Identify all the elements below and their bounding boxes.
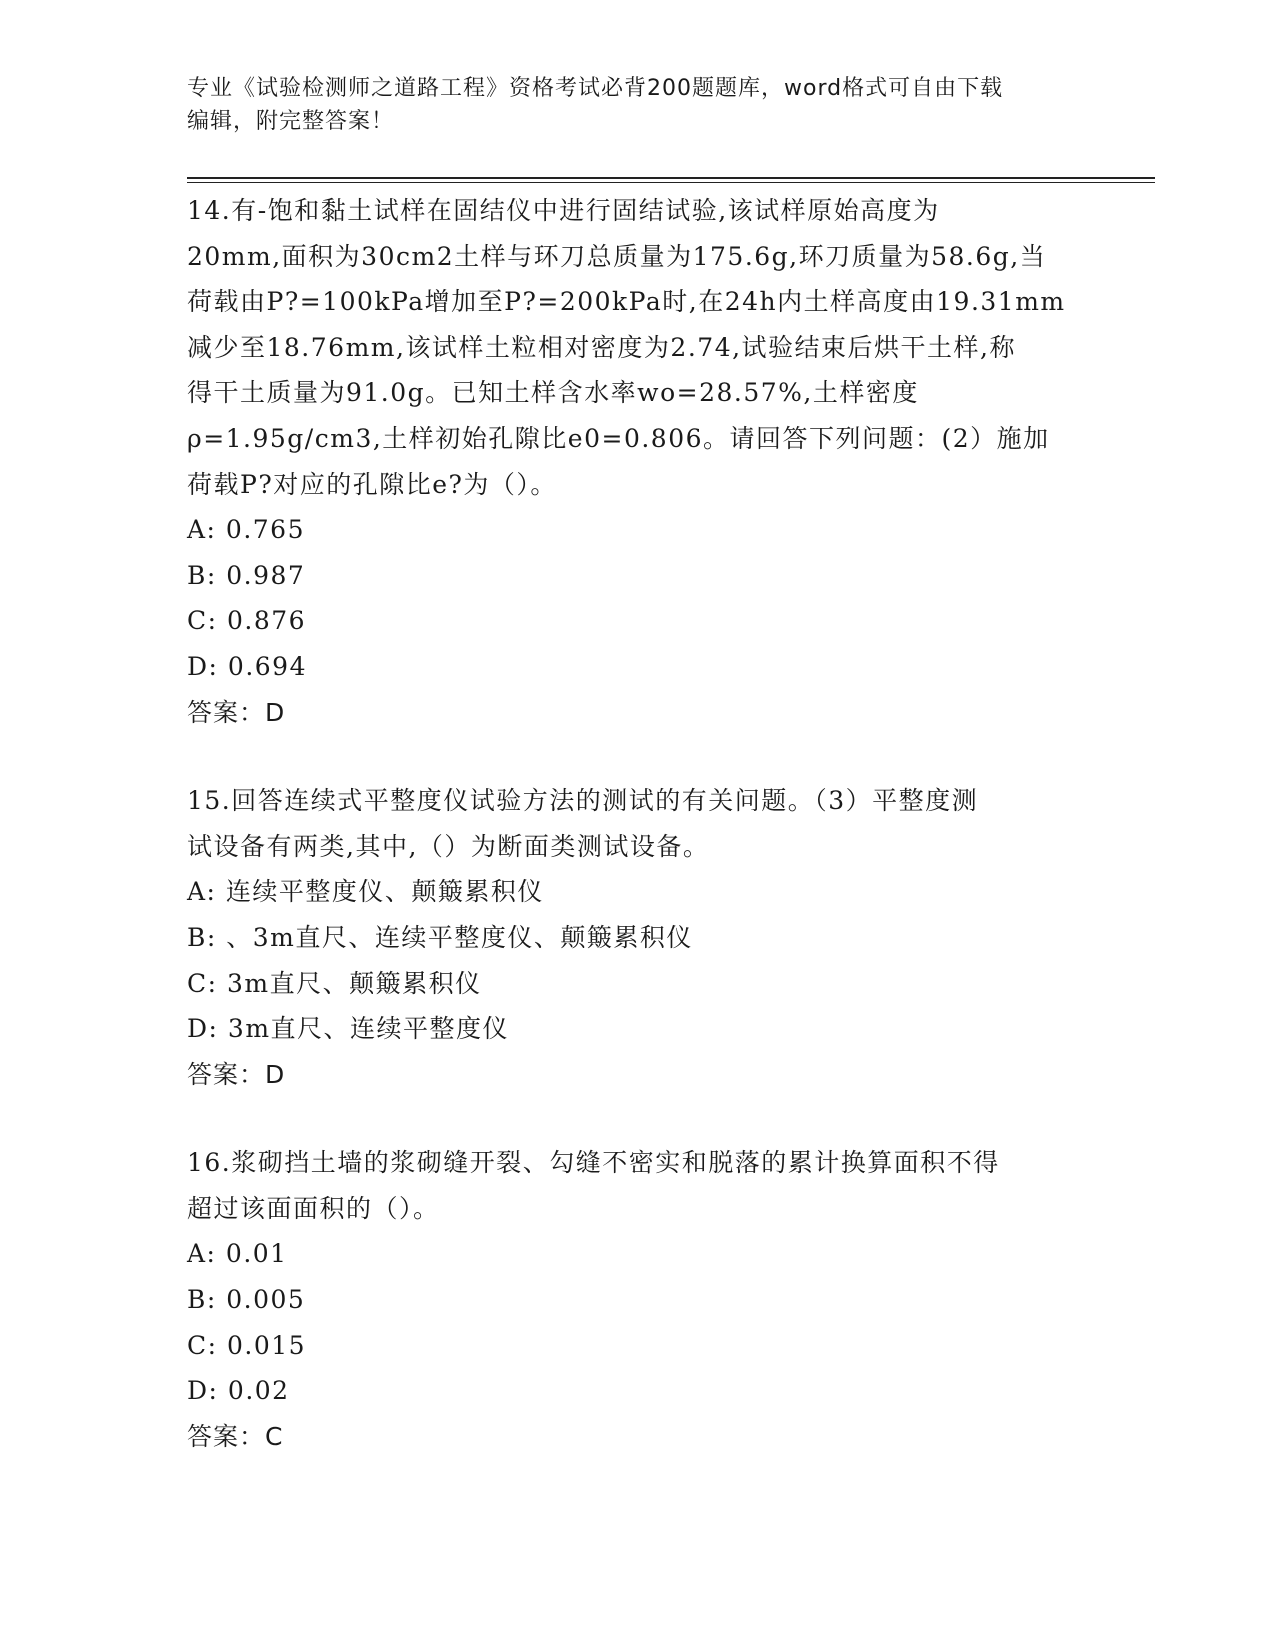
header-line-2: 编辑，附完整答案！ [187, 109, 395, 134]
option-b: B: 、3m直尺、连续平整度仪、颠簸累积仪 [187, 922, 693, 952]
option-d: D: 3m直尺、连续平整度仪 [187, 1014, 510, 1044]
question-15 [187, 778, 1087, 1097]
option-a: A: 0.01 [187, 1239, 288, 1269]
question-16 [187, 1140, 1087, 1459]
option-d: D: 0.694 [187, 651, 307, 681]
header-divider-thick [187, 177, 1155, 179]
question-text-line: 试设备有两类,其中,（）为断面类测试设备。 [187, 831, 710, 861]
option-a: A: 连续平整度仪、颠簸累积仪 [187, 877, 544, 907]
header-divider-thin [187, 182, 1155, 183]
option-c: C: 0.015 [187, 1330, 307, 1360]
option-a: A: 0.765 [187, 515, 305, 545]
question-text-line: 20mm,面积为30cm2土样与环刀总质量为175.6g,环刀质量为58.6g,当 [187, 241, 1047, 271]
answer-label: 答案：D [187, 1059, 286, 1089]
question-text-line: ρ=1.95g/cm3,土样初始孔隙比e0=0.806。请回答下列问题：(2）施加 [187, 423, 1050, 453]
question-list [187, 188, 1087, 1502]
question-text-line: 减少至18.76mm,该试样土粒相对密度为2.74,试验结束后烘干土样,称 [187, 332, 1016, 362]
answer-label: 答案：D [187, 697, 286, 727]
header-line-1: 专业《试验检测师之道路工程》资格考试必背200题题库，word格式可自由下载 [187, 76, 1004, 101]
option-c: C: 3m直尺、颠簸累积仪 [187, 968, 482, 998]
question-text-line: 超过该面面积的（）。 [187, 1193, 440, 1223]
question-text-line: 14.有-饱和黏土试样在固结仪中进行固结试验,该试样原始高度为 [187, 196, 940, 225]
question-text-line: 15.回答连续式平整度仪试验方法的测试的有关问题。（3）平整度测 [187, 786, 979, 816]
question-text-line: 荷载P?对应的孔隙比e?为（）。 [187, 469, 557, 499]
question-text-line: 16.浆砌挡土墙的浆砌缝开裂、勾缝不密实和脱落的累计换算面积不得 [187, 1148, 1000, 1178]
option-c: C: 0.876 [187, 606, 307, 636]
option-b: B: 0.987 [187, 560, 306, 590]
question-14 [187, 188, 1087, 735]
answer-label: 答案：C [187, 1421, 284, 1451]
option-d: D: 0.02 [187, 1376, 290, 1406]
question-text-line: 得干土质量为91.0g。已知土样含水率wo=28.57%,土样密度 [187, 378, 919, 408]
document-header [187, 72, 1087, 138]
option-b: B: 0.005 [187, 1285, 306, 1315]
question-text-line: 荷载由P?=100kPa增加至P?=200kPa时,在24h内土样高度由19.31mm [187, 287, 1066, 317]
